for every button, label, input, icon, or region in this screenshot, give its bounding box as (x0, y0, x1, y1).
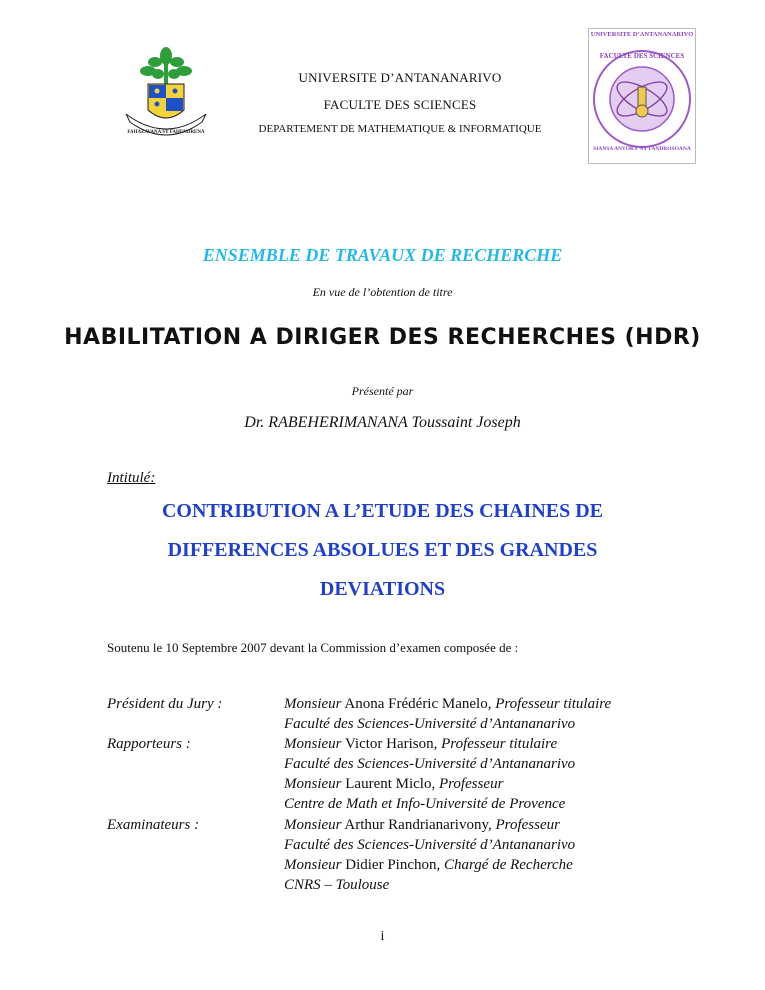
member-title: Professeur titulaire (495, 696, 612, 712)
right-logo-top-text: UNIVERSITE D’ANTANANARIVO (590, 31, 694, 38)
page-number: i (380, 929, 385, 944)
member-title: Professeur (495, 817, 560, 833)
jury-member-1 (284, 694, 611, 714)
honorific: Monsieur (284, 696, 342, 712)
member-title: Professeur (438, 776, 504, 792)
faculty-name: FACULTE DES SCIENCES (323, 97, 477, 112)
jury-member-3-affiliation: Centre de Math et Info-Université de Provence (284, 796, 566, 812)
department-name: DEPARTEMENT DE MATHEMATIQUE & INFORMATIQUE (258, 123, 542, 135)
member-title: Chargé de Recherche (444, 857, 573, 873)
author-name: Dr. RABEHERIMANANA Toussaint Joseph (244, 414, 521, 431)
honorific: Monsieur (284, 776, 342, 792)
faculty-logo (588, 28, 696, 164)
thesis-title-line-2: DIFFERENCES ABSOLUES ET DES GRANDES (167, 539, 598, 561)
member-name: Laurent Miclo, (341, 776, 439, 792)
hdr-title: HABILITATION A DIRIGER DES RECHERCHES (HDR) (64, 325, 701, 350)
thesis-title-line-1: CONTRIBUTION A L’ETUDE DES CHAINES DE (161, 500, 604, 522)
jury-member-5 (284, 855, 573, 875)
university-logo (122, 44, 210, 144)
intitule-label: Intitulé: (107, 470, 156, 486)
jury-member-3 (284, 774, 503, 794)
member-name: Arthur Randrianarivony, (341, 817, 496, 833)
member-name: Victor Harison, (341, 736, 442, 752)
en-vue-text: En vue de l’obtention de titre (312, 285, 453, 299)
ensemble-heading: ENSEMBLE DE TRAVAUX DE RECHERCHE (202, 245, 563, 265)
member-name: Anona Frédéric Manelo, (341, 696, 496, 712)
jury-member-5-affiliation: CNRS – Toulouse (284, 877, 390, 893)
defense-statement: Soutenu le 10 Septembre 2007 devant la Commission d’examen composée de : (107, 640, 519, 655)
jury-member-2 (284, 734, 557, 754)
presente-par: Présenté par (351, 384, 414, 398)
left-logo-motto: FAHAZAVANA SY FAHENDRENA (127, 130, 205, 135)
jury-member-2-affiliation: Faculté des Sciences-Université d’Antananarivo (284, 756, 576, 772)
right-logo-ring-text: FACULTE DES SCIENCES (599, 52, 685, 60)
member-title: Professeur titulaire (441, 736, 558, 752)
jury-member-4-affiliation: Faculté des Sciences-Université d’Antananarivo (284, 837, 576, 853)
thesis-title-line-3: DEVIATIONS (319, 578, 446, 600)
honorific: Monsieur (284, 817, 342, 833)
examinateurs-label: Examinateurs : (107, 817, 200, 833)
honorific: Monsieur (284, 857, 342, 873)
jury-member-1-affiliation: Faculté des Sciences-Université d’Antananarivo (284, 716, 576, 732)
right-logo-bottom-text: SIANSA ANTOKY NY FANDROSOANA (593, 146, 691, 152)
university-name: UNIVERSITE D’ANTANANARIVO (298, 70, 502, 85)
president-label: Président du Jury : (107, 696, 223, 712)
rapporteurs-label: Rapporteurs : (107, 736, 191, 752)
honorific: Monsieur (284, 736, 342, 752)
member-name: Didier Pinchon, (341, 857, 444, 873)
jury-member-4 (284, 815, 560, 835)
